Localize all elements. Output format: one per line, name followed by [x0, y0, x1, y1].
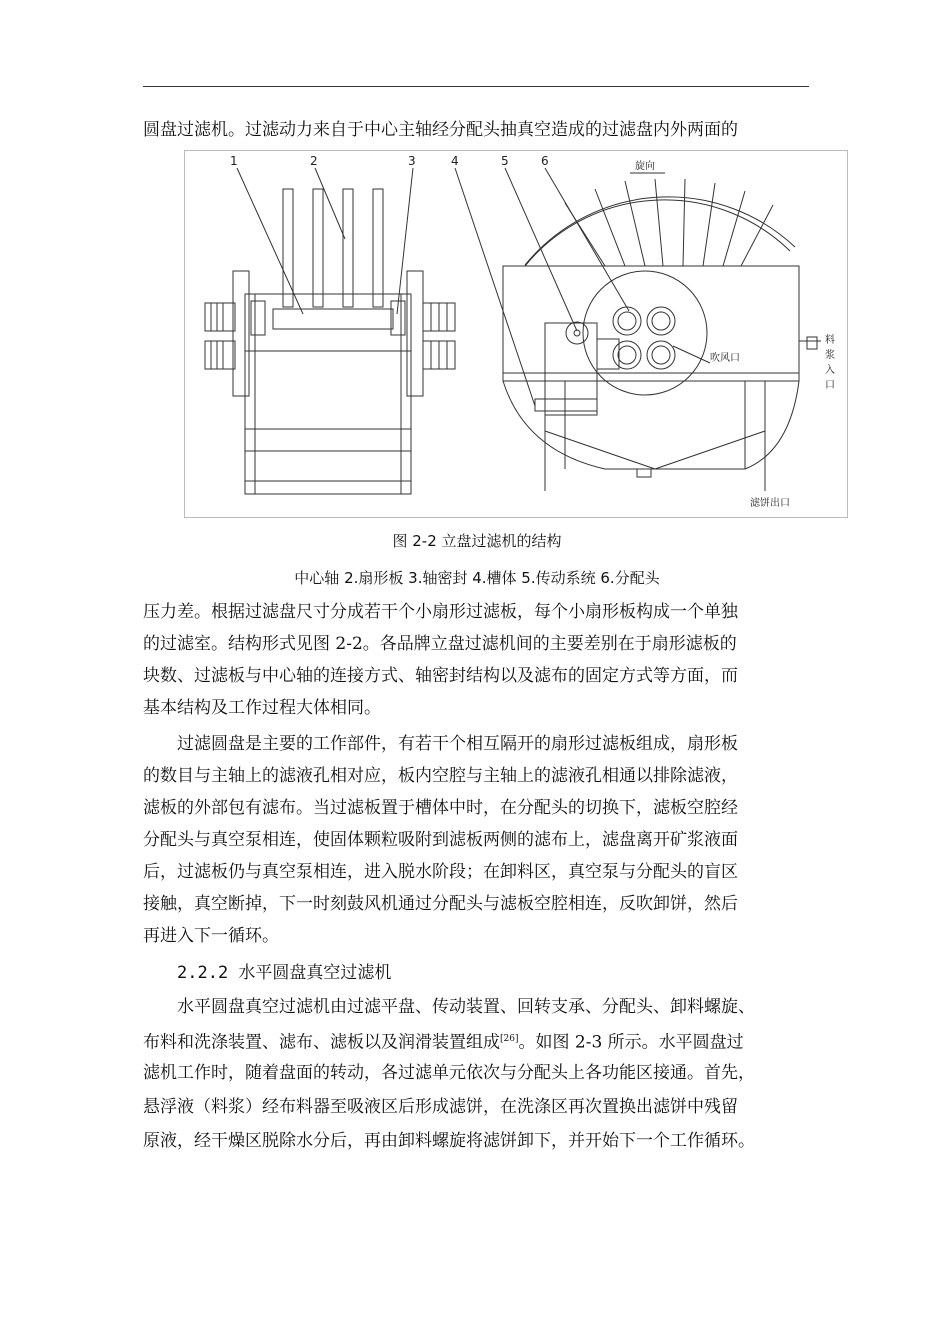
text-line: 压力差。根据过滤盘尺寸分成若干个小扇形过滤板，每个小扇形板构成一个单独: [143, 602, 738, 622]
part-label-3: 3: [408, 154, 416, 168]
citation-ref: [26]: [500, 1034, 519, 1044]
text-line: 分配头与真空泵相连，使固体颗粒吸附到滤板两侧的滤布上，滤盘离开矿浆液面: [143, 830, 738, 850]
text-line: 再进入下一循环。: [143, 926, 279, 946]
text-line: 悬浮液（料浆）经布料器至吸液区后形成滤饼，在洗涤区再次置换出滤饼中残留: [143, 1097, 738, 1117]
part-label-6: 6: [541, 154, 549, 168]
text-line: 原液，经干燥区脱除水分后，再由卸料螺旋将滤饼卸下，并开始下一个工作循环。: [143, 1131, 755, 1151]
text-line-with-citation: [143, 1024, 811, 1059]
blower-label: 吹风口: [710, 353, 740, 364]
filter-structure-drawing: [185, 151, 847, 517]
distribution-head-housing: [583, 271, 707, 395]
figure-caption: 图 2-2 立盘过滤机的结构: [392, 532, 562, 550]
part-label-1: 1: [230, 154, 238, 168]
cake-outlet-label: 滤饼出口: [750, 498, 790, 509]
disc-plate: [373, 189, 383, 307]
disc-plate: [343, 189, 353, 307]
text-line: 后，过滤板仍与真空泵相连，进入脱水阶段；在卸料区，真空泵与分配头的盲区: [143, 862, 738, 882]
rotation-label: 旋向: [635, 161, 655, 172]
part-label-4: 4: [451, 154, 459, 168]
text-line: 水平圆盘真空过滤机由过滤平盘、传动装置、回转支承、分配头、卸料螺旋、: [177, 997, 755, 1017]
disc-plate: [313, 189, 323, 307]
side-view-machine: [205, 189, 455, 494]
part-label-5: 5: [501, 154, 509, 168]
inlet-label-char: 浆: [825, 350, 835, 361]
figure-2-2: [184, 150, 848, 518]
port: [613, 307, 641, 335]
text-segment: 布料和洗涤装置、滤布、滤板以及润滑装置组成: [143, 1032, 500, 1053]
text-line: 滤板的外部包有滤布。当过滤板置于槽体中时，在分配头的切换下，滤板空腔经: [143, 798, 738, 818]
drive-system: [545, 323, 597, 415]
text-line: 的过滤室。结构形式见图 2-2。各品牌立盘过滤机间的主要差别在于扇形滤板的: [143, 634, 737, 654]
leader-line-2: [315, 168, 345, 239]
port: [613, 341, 641, 369]
tank-body-side: [245, 294, 411, 494]
figure-legend: 中心轴 2.扇形板 3.轴密封 4.槽体 5.传动系统 6.分配头: [294, 569, 660, 587]
leader-line-6: [545, 168, 629, 311]
leader-line-3: [397, 168, 413, 314]
text-line: 基本结构及工作过程大体相同。: [143, 698, 381, 718]
port: [647, 341, 675, 369]
text-line: 滤机工作时，随着盘面的转动，各过滤单元依次与分配头上各功能区接通。首先，: [143, 1063, 755, 1083]
leader-line-5: [505, 168, 577, 331]
text-line: 的数目与主轴上的滤液孔相对应，板内空腔与主轴上的滤液孔相通以排除滤液，: [143, 766, 738, 786]
inlet-label-char: 入: [825, 365, 835, 376]
text-segment: 。如图 2-3 所示。水平圆盘过: [518, 1032, 744, 1053]
leader-line-4: [455, 168, 535, 406]
text-line: 块数、过滤板与中心轴的连接方式、轴密封结构以及滤布的固定方式等方面，而: [143, 666, 738, 686]
text-line: 过滤圆盘是主要的工作部件，有若干个相互隔开的扇形过滤板组成，扇形板: [177, 734, 738, 754]
inlet-label-char: 料: [825, 335, 835, 346]
port: [647, 307, 675, 335]
text-line: 接触，真空断掉，下一时刻鼓风机通过分配头与滤板空腔相连，反吹卸饼，然后: [143, 894, 738, 914]
section-heading: 2.2.2 水平圆盘真空过滤机: [177, 963, 392, 983]
header-rule: [143, 86, 809, 87]
part-label-2: 2: [310, 154, 318, 168]
inlet-label-char: 口: [825, 380, 835, 391]
intro-line: 圆盘过滤机。过滤动力来自于中心主轴经分配头抽真空造成的过滤盘内外两面的: [143, 120, 738, 140]
central-shaft: [273, 309, 393, 329]
